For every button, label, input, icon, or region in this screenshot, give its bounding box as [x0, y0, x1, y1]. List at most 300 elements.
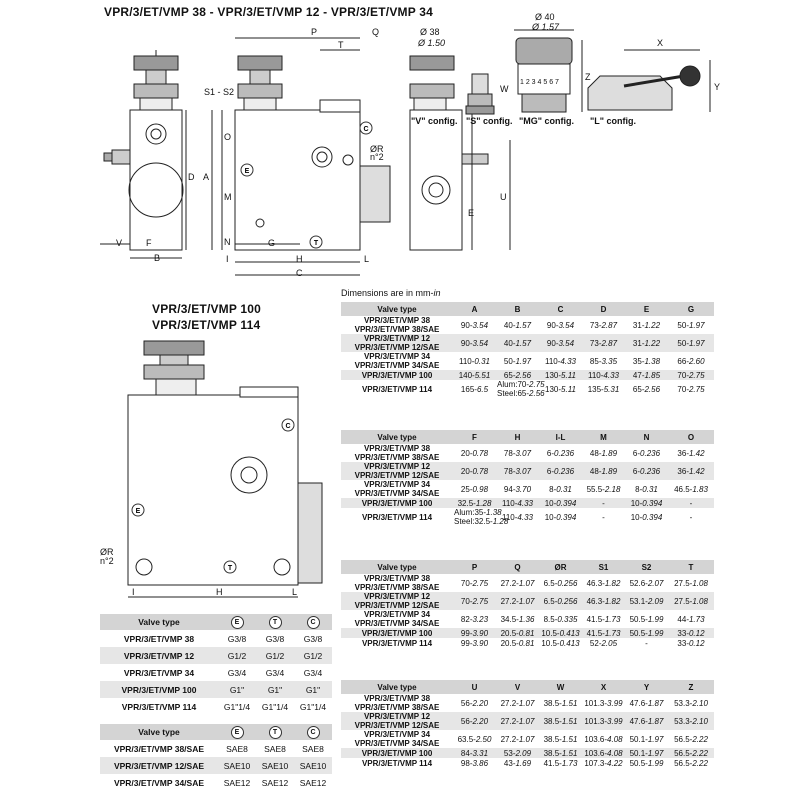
column-header: Valve type: [100, 724, 218, 740]
value-cell: 50-1.97: [668, 334, 714, 352]
s-config-view: [466, 74, 494, 114]
port-t-header: T: [256, 724, 294, 740]
column-header: T: [668, 560, 714, 574]
table-row: [100, 698, 332, 715]
value-cell: 65-2.56: [496, 370, 539, 380]
value-cell: SAE10: [294, 757, 332, 774]
top-drawings: [0, 0, 800, 290]
value-cell: SAE10: [218, 757, 256, 774]
large-port-e: E: [135, 508, 141, 515]
table-row: [341, 574, 714, 592]
value-cell: 6-0.236: [546, 448, 575, 458]
dims-table-4: [341, 680, 714, 768]
label-U: U: [500, 192, 507, 202]
column-header: Y: [625, 680, 668, 694]
value-cell: 56.5-2.22: [668, 748, 714, 758]
value-cell: 140-5.51: [453, 370, 496, 380]
table-row: [341, 758, 714, 768]
label-d40: Ø 40: [535, 12, 555, 22]
column-header: Z: [668, 680, 714, 694]
value-cell: 103.6-4.08: [582, 748, 625, 758]
value-cell: 8-0.31: [549, 484, 572, 494]
column-header: X: [582, 680, 625, 694]
value-cell: 130-5.11: [545, 384, 576, 394]
table-row: [100, 681, 332, 698]
value-cell: 63.5-2.50: [457, 734, 492, 744]
value-cell: -: [668, 498, 714, 508]
valve-type-cell: VPR/3/ET/VMP 34 VPR/3/ET/VMP 34/SAE: [354, 610, 440, 628]
label-cfg-v: "V" config.: [411, 116, 458, 126]
label-E: E: [468, 208, 475, 218]
value-cell: 20-0.78: [453, 462, 496, 480]
value-cell: 48-1.89: [582, 462, 625, 480]
front-view: [100, 50, 212, 258]
value-cell: Alum:70-2.75 Steel:65-2.56: [497, 380, 545, 398]
label-large-OR: ØR: [100, 547, 114, 557]
valve-type-cell: VPR/3/ET/VMP 34 VPR/3/ET/VMP 34/SAE: [354, 480, 440, 498]
value-cell: 107.3-4.22: [584, 758, 623, 768]
value-cell: G3/8: [227, 633, 247, 644]
value-cell: 110-4.33: [496, 498, 539, 508]
column-header: A: [453, 302, 496, 316]
value-cell: 27.5-1.08: [674, 578, 708, 588]
label-OR: ØR: [370, 144, 384, 154]
value-cell: 10-0.394: [539, 498, 582, 508]
conn-table-1: [100, 614, 332, 715]
header-row: [341, 680, 714, 694]
table-row: [341, 638, 714, 648]
column-header: V: [496, 680, 539, 694]
value-cell: G3/8: [265, 633, 285, 644]
value-cell: 90-3.54: [460, 320, 489, 330]
value-cell: 20.5-0.81: [496, 628, 539, 638]
subtitle-100: VPR/3/ET/VMP 100: [152, 302, 262, 316]
value-cell: 73-2.87: [582, 334, 625, 352]
value-cell: 8-0.31: [635, 484, 658, 494]
value-cell: 46.5-1.83: [674, 484, 708, 494]
value-cell: 6-0.236: [539, 462, 582, 480]
value-cell: 50.1-1.97: [625, 748, 668, 758]
port-c-header: C: [294, 724, 332, 740]
large-port-t: T: [227, 565, 233, 572]
column-header: B: [496, 302, 539, 316]
value-cell: 34.5-1.36: [500, 614, 535, 624]
value-cell: 110-0.31: [459, 356, 490, 366]
header-row: [100, 614, 332, 630]
value-cell: SAE12: [261, 777, 289, 788]
value-cell: G1": [256, 681, 294, 698]
value-cell: 33-0.12: [668, 628, 714, 638]
value-cell: 48-1.89: [589, 448, 618, 458]
label-large-L: L: [292, 587, 298, 597]
value-cell: G1"1/4: [299, 701, 327, 712]
value-cell: 84-3.31: [453, 748, 496, 758]
value-cell: 50-1.97: [503, 356, 532, 366]
value-cell: -: [602, 512, 605, 522]
value-cell: 41.5-1.73: [586, 614, 621, 624]
value-cell: 20-0.78: [460, 448, 489, 458]
value-cell: 36-1.42: [677, 448, 705, 458]
label-S1S2: S1 - S2: [204, 87, 235, 97]
value-cell: 52-2.05: [589, 638, 618, 648]
value-cell: 101.3-3.99: [582, 712, 625, 730]
value-cell: 56.5-2.22: [674, 758, 708, 768]
value-cell: 82-3.23: [460, 614, 489, 624]
value-cell: 90-3.54: [546, 320, 575, 330]
value-cell: 50.5-1.99: [629, 614, 664, 624]
value-cell: SAE8: [226, 743, 248, 754]
port-c-header: C: [294, 614, 332, 630]
value-cell: 46.3-1.82: [582, 592, 625, 610]
value-cell: 38.5-1.51: [539, 712, 582, 730]
column-header: Valve type: [341, 302, 453, 316]
label-d150: Ø 1.50: [418, 38, 446, 48]
label-large-H: H: [216, 587, 223, 597]
valve-type-cell: VPR/3/ET/VMP 100: [341, 498, 453, 508]
column-header: N: [625, 430, 668, 444]
subtitle-114: VPR/3/ET/VMP 114: [152, 318, 261, 332]
valve-type-cell: VPR/3/ET/VMP 100: [341, 748, 453, 758]
label-W: W: [500, 84, 509, 94]
label-T: T: [338, 40, 344, 50]
header-row: [341, 430, 714, 444]
column-header: Valve type: [341, 560, 453, 574]
value-cell: 165-6.5: [460, 384, 489, 394]
label-cfg-l: "L" config.: [590, 116, 637, 126]
port-c-marker: C: [363, 126, 369, 133]
valve-type-cell: VPR/3/ET/VMP 100: [341, 628, 453, 638]
table-row: [341, 592, 714, 610]
value-cell: 110-4.33: [502, 512, 533, 522]
table-row: [341, 480, 714, 498]
valve-type-cell: VPR/3/ET/VMP 34: [123, 667, 195, 678]
value-cell: 27.2-1.07: [500, 734, 535, 744]
value-cell: 53.3-2.10: [668, 712, 714, 730]
port-e-header: E: [218, 614, 256, 630]
label-M: M: [224, 192, 232, 202]
valve-type-cell: VPR/3/ET/VMP 38 VPR/3/ET/VMP 38/SAE: [354, 574, 440, 592]
value-cell: 6-0.236: [632, 448, 661, 458]
table-row: [100, 664, 332, 681]
table-row: [341, 694, 714, 712]
value-cell: 47.6-1.87: [625, 712, 668, 730]
value-cell: G1/2: [218, 647, 256, 664]
label-O: O: [224, 132, 232, 142]
value-cell: 10.5-0.413: [539, 628, 582, 638]
value-cell: 10-0.394: [625, 498, 668, 508]
value-cell: 70-2.75: [677, 384, 705, 394]
value-cell: 8.5-0.335: [543, 614, 578, 624]
column-header: Q: [496, 560, 539, 574]
table-row: [341, 444, 714, 462]
mg-config-view: [514, 30, 582, 112]
value-cell: 53.1-2.09: [625, 592, 668, 610]
column-header: I-L: [539, 430, 582, 444]
value-cell: 130-5.11: [539, 370, 582, 380]
label-d38: Ø 38: [420, 27, 440, 37]
label-n2: n°2: [370, 152, 384, 162]
value-cell: 27.2-1.07: [500, 578, 535, 588]
label-L: L: [364, 254, 370, 264]
column-header: Valve type: [341, 680, 453, 694]
value-cell: 70-2.75: [460, 578, 489, 588]
table-row: [100, 647, 332, 664]
valve-type-cell: VPR/3/ET/VMP 34 VPR/3/ET/VMP 34/SAE: [354, 352, 440, 370]
value-cell: 38.5-1.51: [543, 734, 578, 744]
value-cell: 70-2.75: [453, 592, 496, 610]
port-t-header: T: [256, 614, 294, 630]
dims-table-3: [341, 560, 714, 648]
value-cell: 56-2.20: [453, 712, 496, 730]
value-cell: 103.6-4.08: [584, 734, 623, 744]
value-cell: 55.5-2.18: [586, 484, 621, 494]
value-cell: SAE8: [302, 743, 324, 754]
value-cell: 53.3-2.10: [674, 698, 708, 708]
value-cell: 50.5-1.99: [625, 628, 668, 638]
label-N: N: [224, 237, 231, 247]
value-cell: 53-2.09: [496, 748, 539, 758]
table-row: [341, 334, 714, 352]
value-cell: 78-3.07: [503, 448, 532, 458]
value-cell: 56.5-2.22: [674, 734, 708, 744]
value-cell: SAE10: [256, 757, 294, 774]
valve-type-cell: VPR/3/ET/VMP 38 VPR/3/ET/VMP 38/SAE: [354, 316, 440, 334]
value-cell: 52.6-2.07: [629, 578, 664, 588]
column-header: H: [496, 430, 539, 444]
value-cell: 85-3.35: [589, 356, 618, 366]
value-cell: 27.2-1.07: [500, 698, 535, 708]
port-e-header: E: [218, 724, 256, 740]
value-cell: 101.3-3.99: [584, 698, 623, 708]
value-cell: 20.5-0.81: [500, 638, 535, 648]
large-port-c: C: [285, 423, 291, 430]
dims-table-1: [341, 302, 714, 398]
value-cell: 41.5-1.73: [582, 628, 625, 638]
value-cell: 32.5-1.28: [453, 498, 496, 508]
valve-type-cell: VPR/3/ET/VMP 38 VPR/3/ET/VMP 38/SAE: [354, 444, 440, 462]
column-header: O: [668, 430, 714, 444]
value-cell: 10.5-0.413: [541, 638, 580, 648]
value-cell: 38.5-1.51: [539, 748, 582, 758]
value-cell: SAE12: [223, 777, 251, 788]
table-row: [341, 352, 714, 370]
label-X: X: [657, 38, 664, 48]
label-d157: Ø 1.57: [532, 22, 560, 32]
value-cell: 41.5-1.73: [543, 758, 578, 768]
value-cell: G3/4: [227, 667, 247, 678]
value-cell: 65-2.56: [632, 384, 661, 394]
valve-type-cell: VPR/3/ET/VMP 12: [100, 647, 218, 664]
table-row: [341, 730, 714, 748]
value-cell: 40-1.57: [496, 334, 539, 352]
value-cell: 43-1.69: [503, 758, 532, 768]
value-cell: 6-0.236: [625, 462, 668, 480]
dims-table-2: [341, 430, 714, 526]
label-G: G: [268, 238, 276, 248]
table-row: [341, 748, 714, 758]
knob-scale: 1 2 3 4 5 6 7: [520, 79, 559, 86]
port-e-marker: E: [244, 168, 250, 175]
value-cell: G3/4: [265, 667, 285, 678]
table-row: [341, 462, 714, 480]
table-row: [100, 774, 332, 791]
label-I: I: [226, 254, 229, 264]
value-cell: -: [689, 512, 693, 522]
value-cell: 110-4.33: [545, 356, 576, 366]
table-row: [100, 740, 332, 757]
valve-type-cell: VPR/3/ET/VMP 12 VPR/3/ET/VMP 12/SAE: [341, 462, 453, 480]
value-cell: 47.6-1.87: [629, 698, 664, 708]
value-cell: 27.5-1.08: [668, 592, 714, 610]
value-cell: 70-2.75: [668, 370, 714, 380]
column-header: S2: [625, 560, 668, 574]
port-t-marker: T: [313, 240, 319, 247]
valve-type-cell: VPR/3/ET/VMP 114: [361, 638, 433, 648]
value-cell: 56-2.20: [460, 698, 489, 708]
value-cell: G1": [294, 681, 332, 698]
column-header: D: [582, 302, 625, 316]
value-cell: 31-1.22: [625, 334, 668, 352]
valve-type-cell: VPR/3/ET/VMP 100: [100, 681, 218, 698]
header-row: [341, 560, 714, 574]
column-header: E: [625, 302, 668, 316]
value-cell: 110-4.33: [582, 370, 625, 380]
table-row: [341, 628, 714, 638]
value-cell: G1"1/4: [223, 701, 251, 712]
valve-type-cell: VPR/3/ET/VMP 114: [361, 758, 433, 768]
l-config-view: [588, 50, 710, 112]
valve-type-cell: VPR/3/ET/VMP 12 VPR/3/ET/VMP 12/SAE: [341, 592, 453, 610]
column-header: S1: [582, 560, 625, 574]
valve-type-cell: VPR/3/ET/VMP 100: [341, 370, 453, 380]
value-cell: 50-1.97: [677, 320, 705, 330]
table-row: [341, 498, 714, 508]
value-cell: G3/4: [303, 667, 323, 678]
value-cell: 90-3.54: [539, 334, 582, 352]
column-header: ØR: [539, 560, 582, 574]
value-cell: 27.2-1.07: [496, 592, 539, 610]
value-cell: -: [582, 498, 625, 508]
value-cell: 10-0.394: [544, 512, 577, 522]
header-row: [100, 724, 332, 740]
value-cell: SAE12: [299, 777, 327, 788]
label-F: F: [146, 238, 152, 248]
valve-type-cell: VPR/3/ET/VMP 34 VPR/3/ET/VMP 34/SAE: [354, 730, 440, 748]
value-cell: G1": [218, 681, 256, 698]
column-header: M: [582, 430, 625, 444]
value-cell: 78-3.07: [496, 462, 539, 480]
valve-type-cell: VPR/3/ET/VMP 34/SAE: [113, 777, 205, 788]
label-cfg-mg: "MG" config.: [519, 116, 575, 126]
large-drawing: [100, 335, 340, 610]
table-row: [341, 712, 714, 730]
label-large-I: I: [132, 587, 135, 597]
value-cell: G1/2: [256, 647, 294, 664]
label-P: P: [311, 27, 318, 37]
column-header: F: [453, 430, 496, 444]
value-cell: 6.5-0.256: [539, 592, 582, 610]
label-C: C: [296, 268, 303, 278]
value-cell: 99-3.90: [460, 638, 489, 648]
table-row: [100, 630, 332, 647]
valve-type-cell: VPR/3/ET/VMP 38 VPR/3/ET/VMP 38/SAE: [354, 694, 440, 712]
value-cell: 35-1.38: [632, 356, 661, 366]
value-cell: G1"1/4: [261, 701, 289, 712]
value-cell: 90-3.54: [453, 334, 496, 352]
value-cell: 31-1.22: [632, 320, 661, 330]
column-header: G: [668, 302, 714, 316]
label-A: A: [203, 172, 210, 182]
value-cell: -: [645, 638, 648, 648]
column-header: Valve type: [100, 614, 218, 630]
value-cell: 40-1.57: [503, 320, 532, 330]
value-cell: 6.5-0.256: [543, 578, 578, 588]
column-header: P: [453, 560, 496, 574]
valve-type-cell: VPR/3/ET/VMP 114: [361, 512, 433, 522]
value-cell: 99-3.90: [453, 628, 496, 638]
label-Y: Y: [714, 82, 721, 92]
label-Z: Z: [585, 72, 591, 82]
value-cell: 50.5-1.99: [629, 758, 664, 768]
value-cell: 44-1.73: [677, 614, 705, 624]
column-header: Valve type: [341, 430, 453, 444]
label-V: V: [116, 238, 123, 248]
value-cell: G1/2: [294, 647, 332, 664]
valve-type-cell: VPR/3/ET/VMP 38: [123, 633, 195, 644]
value-cell: 135-5.31: [587, 384, 620, 394]
value-cell: SAE8: [264, 743, 286, 754]
page-title: VPR/3/ET/VMP 38 - VPR/3/ET/VMP 12 - VPR/3/ET/VMP 34: [104, 5, 433, 19]
column-header: W: [539, 680, 582, 694]
value-cell: 47-1.85: [625, 370, 668, 380]
table-row: [341, 380, 714, 398]
column-header: U: [453, 680, 496, 694]
value-cell: 25-0.98: [460, 484, 489, 494]
column-header: C: [539, 302, 582, 316]
side-view: [222, 38, 390, 275]
label-D: D: [188, 172, 195, 182]
table-row: [100, 757, 332, 774]
value-cell: 66-2.60: [677, 356, 705, 366]
value-cell: G3/8: [303, 633, 323, 644]
value-cell: 10-0.394: [630, 512, 663, 522]
value-cell: 38.5-1.51: [543, 698, 578, 708]
valve-type-cell: VPR/3/ET/VMP 38/SAE: [113, 743, 205, 754]
dimensions-note: Dimensions are in mm-in: [341, 288, 441, 298]
valve-type-cell: VPR/3/ET/VMP 114: [121, 701, 197, 712]
valve-type-cell: VPR/3/ET/VMP 12 VPR/3/ET/VMP 12/SAE: [341, 712, 453, 730]
conn-table-2: [100, 724, 332, 791]
label-cfg-s: "S" config.: [466, 116, 513, 126]
value-cell: 98-3.86: [460, 758, 489, 768]
value-cell: 50.1-1.97: [629, 734, 664, 744]
table-row: [341, 610, 714, 628]
value-cell: 73-2.87: [589, 320, 618, 330]
value-cell: 36-1.42: [668, 462, 714, 480]
value-cell: 33-0.12: [677, 638, 705, 648]
table-row: [341, 508, 714, 526]
valve-type-cell: VPR/3/ET/VMP 114: [361, 384, 433, 394]
valve-type-cell: VPR/3/ET/VMP 12/SAE: [100, 757, 218, 774]
value-cell: 94-3.70: [503, 484, 532, 494]
back-view: [410, 56, 510, 250]
label-B: B: [154, 253, 161, 263]
label-H: H: [296, 254, 303, 264]
label-Q: Q: [372, 27, 380, 37]
valve-type-cell: VPR/3/ET/VMP 12 VPR/3/ET/VMP 12/SAE: [341, 334, 453, 352]
value-cell: 46.3-1.82: [586, 578, 621, 588]
value-cell: Alum:35-1.38 Steel:32.5-1.28: [454, 508, 509, 526]
